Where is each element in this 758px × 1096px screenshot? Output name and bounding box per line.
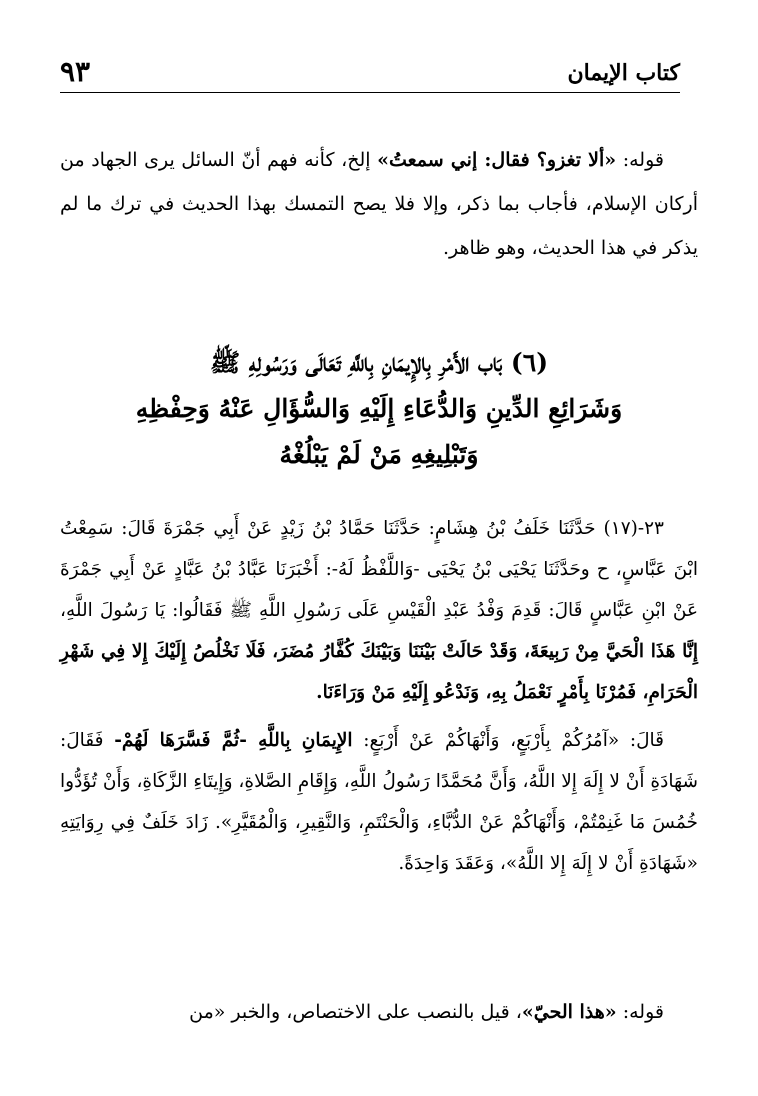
commentary-2-quote: «هذا الحيّ» <box>521 1001 617 1023</box>
commentary-paragraph <box>60 138 698 270</box>
hadith-paragraph <box>60 508 698 713</box>
running-title: كتاب الإيمان <box>567 60 680 86</box>
commentary-paragraph-2 <box>60 990 698 1034</box>
chapter-heading-line-2: وَشَرَائِعِ الدِّينِ وَالدُّعَاءِ إِلَيْهِ وَالسُّؤَالِ عَنْهُ وَحِفْظِهِ <box>135 394 623 423</box>
hadith-answer-bold: الإِيمَانِ بِاللَّهِ -ثُمَّ فَسَّرَهَا لَهُمْ- <box>114 730 353 751</box>
page-number: ٩٣ <box>60 55 91 88</box>
commentary-2-lead: قوله: <box>616 1001 664 1023</box>
commentary-2-body: ، قيل بالنصب على الاختصاص، والخبر «من <box>189 1001 522 1023</box>
hadith-isnad: ٢٣-(١٧) حَدَّثَنَا خَلَفُ بْنُ هِشَامٍ: حَدَّثَنَا حَمَّادُ بْنُ زَيْدٍ عَنْ أَبِي جَمْرَةَ قَالَ: سَمِعْتُ ابْنَ عَبَّاسٍ، ح وحَدَّثَنَا يَحْيَى بْنُ يَحْيَى -وَاللَّفْظُ لَهُ-: أَخْبَرَنَا عَبَّادُ بْنُ عَبَّادٍ عَنْ أَبِي جَمْرَةَ عَنْ ابْنِ عَبَّاسٍ قَالَ: قَدِمَ وَفْدُ عَبْدِ الْقَيْسِ عَلَى رَسُولِ اللَّهِ ﷺ فَقَالُوا: يَا رَسُولَ اللَّهِ، <box>60 518 698 621</box>
hadith-answer-paragraph <box>60 720 698 884</box>
commentary-lead: قوله: <box>616 149 664 171</box>
hadith-answer-rest: فَقَالَ: شَهَادَةِ أَنْ لا إِلَهَ إِلا اللَّهُ، وَأَنَّ مُحَمَّدًا رَسُولُ اللَّهِ، وَإِقَامِ الصَّلاةِ، وَإِيتَاءِ الزَّكَاةِ، وَأَنْ تُؤَدُّوا خُمُسَ مَا غَنِمْتُمْ، وَأَنْهَاكُمْ عَنْ الدُّبَّاءِ، وَالْحَنْتَمِ، وَالنَّقِيرِ، وَالْمُقَيَّرِ». زَادَ خَلَفٌ فِي رِوَايَتِهِ «شَهَادَةِ أَنْ لا إِلَهَ إِلا اللَّهُ»، وَعَقَدَ وَاحِدَةً. <box>60 730 698 874</box>
chapter-heading <box>60 340 698 478</box>
chapter-heading-line-3: وَتَبْلِيغِهِ مَنْ لَمْ يَبْلُغْهُ <box>279 440 479 469</box>
hadith-answer-lead: قَالَ: «آمُرُكُمْ بِأَرْبَعٍ، وَأَنْهَاكُمْ عَنْ أَرْبَعٍ: <box>352 730 664 751</box>
chapter-heading-line-1: (٦) بَاب الأَمْرِ بِالإِيمَانِ بِاللَّهِ تَعَالَى وَرَسُولِهِ ﷺ <box>209 348 549 377</box>
commentary-quote: «ألا تغزو؟ فقال: إني سمعتُ» <box>377 149 617 171</box>
hadith-matn: إِنَّا هَذَا الْحَيَّ مِنْ رَبِيعَةَ، وَقَدْ حَالَتْ بَيْنَنَا وَبَيْنَكَ كُفَّارُ مُضَرَ، فَلَا نَخْلُصُ إِلَيْكَ إِلا فِي شَهْرِ الْحَرَامِ، فَمُرْنَا بِأَمْرٍ نَعْمَلُ بِهِ، وَنَدْعُو إِلَيْهِ مَنْ وَرَاءَنَا. <box>60 641 698 703</box>
page-header <box>60 40 680 93</box>
commentary-body: إلخ، كأنه فهم أنّ السائل يرى الجهاد من أركان الإسلام، فأجاب بما ذكر، وإلا فلا يصح التمسك بهذا الحديث في ترك ما لم يذكر في هذا الحديث، وهو ظاهر. <box>60 149 698 259</box>
